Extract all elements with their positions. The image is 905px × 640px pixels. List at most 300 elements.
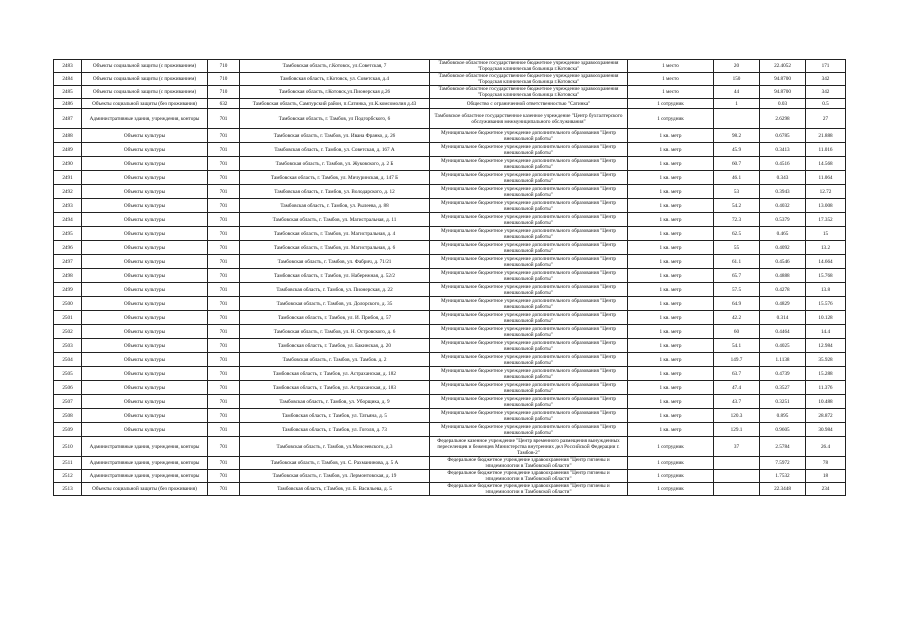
address-cell: Тамбовская область, г. Тамбов, ул. Мичуринская, д. 147 Б: [240, 171, 430, 185]
registry-table: [53, 59, 846, 496]
quantity-cell: 60: [714, 325, 760, 339]
quantity-cell: 43.7: [714, 395, 760, 409]
coefficient-cell: 0.4032: [760, 199, 806, 213]
row-number-cell: 2501: [54, 311, 82, 325]
okved-code-cell: 701: [208, 423, 240, 437]
object-type-cell: Объекты культуры: [82, 325, 208, 339]
quantity-cell: 63.7: [714, 367, 760, 381]
coefficient-cell: 0.3943: [760, 185, 806, 199]
table-row: [54, 269, 846, 283]
table-row: [54, 423, 846, 437]
row-number-cell: 2489: [54, 143, 82, 157]
okved-code-cell: 701: [208, 227, 240, 241]
table-row: [54, 86, 846, 99]
value-cell: 14.4: [806, 325, 846, 339]
object-type-cell: Объекты культуры: [82, 269, 208, 283]
unit-cell: 1 сотрудник: [628, 437, 714, 457]
address-cell: Тамбовская область, г.Котовск, ул. Советская, д.4: [240, 73, 430, 86]
quantity-cell: [714, 470, 760, 483]
unit-cell: 1 сотрудник: [628, 483, 714, 496]
row-number-cell: 2509: [54, 423, 82, 437]
object-type-cell: Объекты культуры: [82, 395, 208, 409]
table-row: [54, 241, 846, 255]
okved-code-cell: 701: [208, 241, 240, 255]
okved-code-cell: 701: [208, 353, 240, 367]
okved-code-cell: 701: [208, 395, 240, 409]
organization-cell: Муниципальное бюджетное учреждение дополнительного образования "Центр внешкольной работы": [430, 297, 628, 311]
quantity-cell: 64.9: [714, 297, 760, 311]
organization-cell: Муниципальное бюджетное учреждение дополнительного образования "Центр внешкольной работы": [430, 171, 628, 185]
address-cell: Тамбовская область, г. Тамбов, ул. Жуковского, д. 2 Б: [240, 157, 430, 171]
okved-code-cell: 701: [208, 437, 240, 457]
object-type-cell: Административные здания, учреждения, конторы: [82, 470, 208, 483]
okved-code-cell: 701: [208, 311, 240, 325]
unit-cell: 1 кв. метр: [628, 269, 714, 283]
coefficient-cell: 0.4092: [760, 241, 806, 255]
address-cell: Тамбовская область, г. Тамбов, ул. Татьяна, д. 5: [240, 409, 430, 423]
address-cell: Тамбовская область, г. Тамбов, ул. Астраханская, д. 182: [240, 367, 430, 381]
row-number-cell: 2491: [54, 171, 82, 185]
table-row: [54, 457, 846, 470]
quantity-cell: 44: [714, 86, 760, 99]
table-row: [54, 171, 846, 185]
value-cell: 10.488: [806, 395, 846, 409]
table-row: [54, 297, 846, 311]
table-row: [54, 409, 846, 423]
object-type-cell: Административные здания, учреждения, конторы: [82, 457, 208, 470]
quantity-cell: 47.4: [714, 381, 760, 395]
object-type-cell: Объекты культуры: [82, 423, 208, 437]
address-cell: Тамбовская область, г. Тамбов, ул.Моисеевского, д.3: [240, 437, 430, 457]
coefficient-cell: 94.8700: [760, 86, 806, 99]
quantity-cell: [714, 483, 760, 496]
unit-cell: 1 кв. метр: [628, 283, 714, 297]
table-row: [54, 311, 846, 325]
coefficient-cell: 0.9605: [760, 423, 806, 437]
row-number-cell: 2497: [54, 255, 82, 269]
coefficient-cell: 2.5784: [760, 437, 806, 457]
row-number-cell: 2503: [54, 339, 82, 353]
unit-cell: 1 кв. метр: [628, 227, 714, 241]
organization-cell: Федеральное бюджетное учреждение здравоохранения "Центр гигиены и эпидемиологии в Тамбовской области": [430, 483, 628, 496]
coefficient-cell: 22.4052: [760, 60, 806, 73]
organization-cell: Муниципальное бюджетное учреждение дополнительного образования "Центр внешкольной работы": [430, 381, 628, 395]
row-number-cell: 2507: [54, 395, 82, 409]
organization-cell: Муниципальное бюджетное учреждение дополнительного образования "Центр внешкольной работы": [430, 283, 628, 297]
organization-cell: Муниципальное бюджетное учреждение дополнительного образования "Центр внешкольной работы": [430, 269, 628, 283]
unit-cell: 1 кв. метр: [628, 297, 714, 311]
okved-code-cell: 701: [208, 255, 240, 269]
quantity-cell: 120.3: [714, 409, 760, 423]
unit-cell: 1 кв. метр: [628, 409, 714, 423]
object-type-cell: Объекты культуры: [82, 241, 208, 255]
table-row: [54, 129, 846, 143]
unit-cell: 1 кв. метр: [628, 353, 714, 367]
coefficient-cell: 0.03: [760, 99, 806, 109]
okved-code-cell: 701: [208, 470, 240, 483]
object-type-cell: Объекты социальной защиты (с проживанием): [82, 73, 208, 86]
coefficient-cell: 0.895: [760, 409, 806, 423]
organization-cell: Муниципальное бюджетное учреждение дополнительного образования "Центр внешкольной работы": [430, 409, 628, 423]
okved-code-cell: 701: [208, 367, 240, 381]
row-number-cell: 2496: [54, 241, 82, 255]
unit-cell: 1 кв. метр: [628, 171, 714, 185]
row-number-cell: 2511: [54, 457, 82, 470]
unit-cell: 1 кв. метр: [628, 367, 714, 381]
coefficient-cell: 22.3448: [760, 483, 806, 496]
quantity-cell: 20: [714, 60, 760, 73]
quantity-cell: 54.2: [714, 199, 760, 213]
value-cell: 12.984: [806, 339, 846, 353]
quantity-cell: 61.1: [714, 255, 760, 269]
organization-cell: Муниципальное бюджетное учреждение дополнительного образования "Центр внешкольной работы": [430, 241, 628, 255]
organization-cell: Муниципальное бюджетное учреждение дополнительного образования "Центр внешкольной работы": [430, 395, 628, 409]
organization-cell: Муниципальное бюджетное учреждение дополнительного образования "Центр внешкольной работы": [430, 353, 628, 367]
unit-cell: 1 кв. метр: [628, 185, 714, 199]
object-type-cell: Объекты культуры: [82, 283, 208, 297]
address-cell: Тамбовская область, г. Тамбов, ул. Ивана Франко, д. 26: [240, 129, 430, 143]
quantity-cell: 62.5: [714, 227, 760, 241]
row-number-cell: 2498: [54, 269, 82, 283]
value-cell: 26.4: [806, 437, 846, 457]
table-row: [54, 157, 846, 171]
value-cell: 11.016: [806, 143, 846, 157]
value-cell: 15: [806, 227, 846, 241]
organization-cell: Муниципальное бюджетное учреждение дополнительного образования "Центр внешкольной работы": [430, 255, 628, 269]
okved-code-cell: 710: [208, 60, 240, 73]
coefficient-cell: 0.4516: [760, 157, 806, 171]
table-row: [54, 483, 846, 496]
registry-table-body: [54, 60, 846, 496]
unit-cell: 1 кв. метр: [628, 129, 714, 143]
address-cell: Тамбовская область, г. Тамбов, ул. Астраханская, д. 183: [240, 381, 430, 395]
table-row: [54, 437, 846, 457]
address-cell: Тамбовская область, г. Тамбов, ул. Набережная, д. 52/2: [240, 269, 430, 283]
address-cell: Тамбовская область, г. Тамбов, ул. Володарского, д. 12: [240, 185, 430, 199]
okved-code-cell: 701: [208, 297, 240, 311]
quantity-cell: 149.7: [714, 353, 760, 367]
table-row: [54, 325, 846, 339]
okved-code-cell: 701: [208, 171, 240, 185]
organization-cell: Муниципальное бюджетное учреждение дополнительного образования "Центр внешкольной работы": [430, 423, 628, 437]
value-cell: 27: [806, 109, 846, 129]
object-type-cell: Объекты социальной защиты (без проживания): [82, 99, 208, 109]
object-type-cell: Объекты культуры: [82, 381, 208, 395]
coefficient-cell: 0.4829: [760, 297, 806, 311]
okved-code-cell: 710: [208, 73, 240, 86]
object-type-cell: Объекты культуры: [82, 311, 208, 325]
unit-cell: 1 кв. метр: [628, 339, 714, 353]
value-cell: 171: [806, 60, 846, 73]
quantity-cell: 37: [714, 437, 760, 457]
row-number-cell: 2485: [54, 86, 82, 99]
object-type-cell: Объекты культуры: [82, 367, 208, 381]
value-cell: 28.872: [806, 409, 846, 423]
value-cell: 13.008: [806, 199, 846, 213]
unit-cell: 1 место: [628, 60, 714, 73]
address-cell: Тамбовская область, г. Тамбов, ул. Советская, д. 167 А: [240, 143, 430, 157]
address-cell: Тамбовская область, г. Тамбов, ул. Гоголя, д. 73: [240, 423, 430, 437]
organization-cell: Муниципальное бюджетное учреждение дополнительного образования "Центр внешкольной работы": [430, 199, 628, 213]
row-number-cell: 2483: [54, 60, 82, 73]
table-row: [54, 185, 846, 199]
coefficient-cell: 0.4278: [760, 283, 806, 297]
okved-code-cell: 701: [208, 269, 240, 283]
row-number-cell: 2488: [54, 129, 82, 143]
row-number-cell: 2510: [54, 437, 82, 457]
value-cell: 12.72: [806, 185, 846, 199]
address-cell: Тамбовская область, г.Котовск, ул.Советская, 7: [240, 60, 430, 73]
unit-cell: 1 кв. метр: [628, 381, 714, 395]
okved-code-cell: 701: [208, 283, 240, 297]
row-number-cell: 2484: [54, 73, 82, 86]
okved-code-cell: 701: [208, 483, 240, 496]
address-cell: Тамбовская область, г. Тамбов, ул. Бакинская, д. 20: [240, 339, 430, 353]
row-number-cell: 2500: [54, 297, 82, 311]
object-type-cell: Административные здания, учреждения, конторы: [82, 109, 208, 129]
coefficient-cell: 0.3413: [760, 143, 806, 157]
address-cell: Тамбовская область, г. Тамбов, ул. Магистральная, д. 11: [240, 213, 430, 227]
value-cell: 35.928: [806, 353, 846, 367]
row-number-cell: 2494: [54, 213, 82, 227]
quantity-cell: [714, 109, 760, 129]
quantity-cell: 46.1: [714, 171, 760, 185]
object-type-cell: Объекты социальной защиты (с проживанием): [82, 86, 208, 99]
value-cell: 30.984: [806, 423, 846, 437]
organization-cell: Муниципальное бюджетное учреждение дополнительного образования "Центр внешкольной работы": [430, 367, 628, 381]
quantity-cell: 54.1: [714, 339, 760, 353]
value-cell: 342: [806, 73, 846, 86]
organization-cell: Муниципальное бюджетное учреждение дополнительного образования "Центр внешкольной работы": [430, 311, 628, 325]
table-row: [54, 283, 846, 297]
value-cell: 13.8: [806, 283, 846, 297]
okved-code-cell: 701: [208, 325, 240, 339]
value-cell: 15.768: [806, 269, 846, 283]
object-type-cell: Объекты социальной защиты (с проживанием): [82, 60, 208, 73]
table-row: [54, 109, 846, 129]
organization-cell: Федеральное бюджетное учреждение здравоохранения "Центр гигиены и эпидемиологии в Тамбовской области": [430, 470, 628, 483]
okved-code-cell: 701: [208, 339, 240, 353]
quantity-cell: 45.9: [714, 143, 760, 157]
object-type-cell: Объекты культуры: [82, 353, 208, 367]
object-type-cell: Объекты культуры: [82, 129, 208, 143]
address-cell: Тамбовская область, г. Тамбов, ул. С. Рахманинова, д. 5 А: [240, 457, 430, 470]
row-number-cell: 2513: [54, 483, 82, 496]
coefficient-cell: 1.1138: [760, 353, 806, 367]
table-row: [54, 199, 846, 213]
quantity-cell: 60.7: [714, 157, 760, 171]
quantity-cell: 57.5: [714, 283, 760, 297]
unit-cell: 1 кв. метр: [628, 423, 714, 437]
unit-cell: 1 кв. метр: [628, 143, 714, 157]
object-type-cell: Объекты культуры: [82, 409, 208, 423]
object-type-cell: Объекты культуры: [82, 185, 208, 199]
organization-cell: Тамбовское областное государственное бюджетное учреждение здравоохранения "Городская клиническая больница г.Котовска": [430, 73, 628, 86]
address-cell: Тамбовская область, г. Тамбов, ул Подгорбского, 6: [240, 109, 430, 129]
coefficient-cell: 0.5379: [760, 213, 806, 227]
organization-cell: Муниципальное бюджетное учреждение дополнительного образования "Центр внешкольной работы": [430, 325, 628, 339]
okved-code-cell: 701: [208, 109, 240, 129]
coefficient-cell: 0.465: [760, 227, 806, 241]
unit-cell: 1 кв. метр: [628, 255, 714, 269]
unit-cell: 1 кв. метр: [628, 311, 714, 325]
organization-cell: Федеральное бюджетное учреждение здравоохранения "Центр гигиены и эпидемиологии в Тамбовской области": [430, 457, 628, 470]
coefficient-cell: 94.8700: [760, 73, 806, 86]
quantity-cell: 129.1: [714, 423, 760, 437]
value-cell: 342: [806, 86, 846, 99]
value-cell: 15.288: [806, 367, 846, 381]
row-number-cell: 2504: [54, 353, 82, 367]
object-type-cell: Объекты культуры: [82, 339, 208, 353]
unit-cell: 1 кв. метр: [628, 157, 714, 171]
row-number-cell: 2493: [54, 199, 82, 213]
organization-cell: Муниципальное бюджетное учреждение дополнительного образования "Центр внешкольной работы": [430, 213, 628, 227]
object-type-cell: Объекты культуры: [82, 157, 208, 171]
unit-cell: 1 сотрудник: [628, 470, 714, 483]
coefficient-cell: 7.5972: [760, 457, 806, 470]
organization-cell: Общество с ограниченной ответственностью "Сатинка": [430, 99, 628, 109]
coefficient-cell: 0.6785: [760, 129, 806, 143]
table-row: [54, 213, 846, 227]
value-cell: 15.576: [806, 297, 846, 311]
table-row: [54, 60, 846, 73]
table-row: [54, 381, 846, 395]
address-cell: Тамбовская область, г. Тамбов, ул. Уборщика, д. 9: [240, 395, 430, 409]
quantity-cell: [714, 457, 760, 470]
unit-cell: 1 кв. метр: [628, 199, 714, 213]
table-row: [54, 227, 846, 241]
coefficient-cell: 0.343: [760, 171, 806, 185]
quantity-cell: 72.3: [714, 213, 760, 227]
organization-cell: Муниципальное бюджетное учреждение дополнительного образования "Центр внешкольной работы": [430, 157, 628, 171]
row-number-cell: 2499: [54, 283, 82, 297]
object-type-cell: Объекты культуры: [82, 213, 208, 227]
unit-cell: 1 кв. метр: [628, 325, 714, 339]
address-cell: Тамбовская область, г.Котовск,ул.Пионерская д.26: [240, 86, 430, 99]
coefficient-cell: 0.4025: [760, 339, 806, 353]
organization-cell: Тамбовское областное государственное казенное учреждение "Центр бухгалтерского обслуживания межмуниципального обслуживания": [430, 109, 628, 129]
row-number-cell: 2508: [54, 409, 82, 423]
coefficient-cell: 0.314: [760, 311, 806, 325]
row-number-cell: 2512: [54, 470, 82, 483]
address-cell: Тамбовская область, г. Тамбов, ул. Фабрич, д. 71/21: [240, 255, 430, 269]
organization-cell: Муниципальное бюджетное учреждение дополнительного образования "Центр внешкольной работы": [430, 129, 628, 143]
object-type-cell: Объекты культуры: [82, 227, 208, 241]
value-cell: 78: [806, 457, 846, 470]
coefficient-cell: 2.6298: [760, 109, 806, 129]
table-row: [54, 73, 846, 86]
coefficient-cell: 0.4888: [760, 269, 806, 283]
row-number-cell: 2502: [54, 325, 82, 339]
row-number-cell: 2495: [54, 227, 82, 241]
object-type-cell: Объекты культуры: [82, 255, 208, 269]
okved-code-cell: 701: [208, 143, 240, 157]
row-number-cell: 2487: [54, 109, 82, 129]
unit-cell: 1 кв. метр: [628, 241, 714, 255]
coefficient-cell: 1.7532: [760, 470, 806, 483]
value-cell: 10.128: [806, 311, 846, 325]
value-cell: 17.352: [806, 213, 846, 227]
okved-code-cell: 701: [208, 185, 240, 199]
value-cell: 14.664: [806, 255, 846, 269]
row-number-cell: 2505: [54, 367, 82, 381]
row-number-cell: 2492: [54, 185, 82, 199]
unit-cell: 1 место: [628, 73, 714, 86]
quantity-cell: 150: [714, 73, 760, 86]
table-row: [54, 339, 846, 353]
okved-code-cell: 701: [208, 199, 240, 213]
unit-cell: 1 кв. метр: [628, 213, 714, 227]
object-type-cell: Объекты социальной защиты (без проживания): [82, 483, 208, 496]
value-cell: 21.888: [806, 129, 846, 143]
unit-cell: 1 сотрудник: [628, 457, 714, 470]
address-cell: Тамбовская область, г. Тамбов, ул. Лермонтовская, д. 19: [240, 470, 430, 483]
unit-cell: 1 кв. метр: [628, 395, 714, 409]
quantity-cell: 55: [714, 241, 760, 255]
object-type-cell: Объекты культуры: [82, 199, 208, 213]
table-row: [54, 99, 846, 109]
organization-cell: Муниципальное бюджетное учреждение дополнительного образования "Центр внешкольной работы": [430, 339, 628, 353]
address-cell: Тамбовская область, г. Тамбов, ул. Долорского, д. 35: [240, 297, 430, 311]
value-cell: 18: [806, 470, 846, 483]
okved-code-cell: 701: [208, 157, 240, 171]
organization-cell: Муниципальное бюджетное учреждение дополнительного образования "Центр внешкольной работы": [430, 143, 628, 157]
address-cell: Тамбовская область, г. Тамбов, ул. Рылеева, д. 88: [240, 199, 430, 213]
okved-code-cell: 701: [208, 409, 240, 423]
coefficient-cell: 0.3527: [760, 381, 806, 395]
quantity-cell: 65.7: [714, 269, 760, 283]
okved-code-cell: 710: [208, 86, 240, 99]
okved-code-cell: 701: [208, 213, 240, 227]
quantity-cell: 53: [714, 185, 760, 199]
okved-code-cell: 632: [208, 99, 240, 109]
coefficient-cell: 0.3251: [760, 395, 806, 409]
value-cell: 13.2: [806, 241, 846, 255]
row-number-cell: 2486: [54, 99, 82, 109]
table-row: [54, 470, 846, 483]
organization-cell: Муниципальное бюджетное учреждение дополнительного образования "Центр внешкольной работы": [430, 185, 628, 199]
coefficient-cell: 0.4464: [760, 325, 806, 339]
organization-cell: Федеральное казенное учреждение "Центр временного размещения вынужденных переселенцев и беженцев Министерства внутренних дел Российской Федерации г. Тамбов-2": [430, 437, 628, 457]
object-type-cell: Объекты культуры: [82, 297, 208, 311]
table-row: [54, 255, 846, 269]
address-cell: Тамбовская область, г. Тамбов, ул. И. Прибоя, д. 57: [240, 311, 430, 325]
address-cell: Тамбовская область, г. Тамбов, ул. Магистральная, д. 4: [240, 227, 430, 241]
quantity-cell: 42.2: [714, 311, 760, 325]
table-row: [54, 143, 846, 157]
unit-cell: 1 место: [628, 86, 714, 99]
object-type-cell: Объекты культуры: [82, 171, 208, 185]
row-number-cell: 2490: [54, 157, 82, 171]
coefficient-cell: 0.4546: [760, 255, 806, 269]
table-row: [54, 353, 846, 367]
address-cell: Тамбовская область, г.Тамбов, ул. Б. Васильева, д. 5: [240, 483, 430, 496]
value-cell: 0.5: [806, 99, 846, 109]
value-cell: 14.568: [806, 157, 846, 171]
organization-cell: Тамбовское областное государственное бюджетное учреждение здравоохранения "Городская клиническая больница г.Котовска": [430, 60, 628, 73]
address-cell: Тамбовская область, Сампурский район, п.Сатинка, ул.К.комсомолия д.43: [240, 99, 430, 109]
value-cell: 11.376: [806, 381, 846, 395]
organization-cell: Тамбовское областное государственное бюджетное учреждение здравоохранения "Городская клиническая больница г.Котовска": [430, 86, 628, 99]
okved-code-cell: 701: [208, 381, 240, 395]
organization-cell: Муниципальное бюджетное учреждение дополнительного образования "Центр внешкольной работы": [430, 227, 628, 241]
value-cell: 234: [806, 483, 846, 496]
quantity-cell: 1: [714, 99, 760, 109]
okved-code-cell: 701: [208, 129, 240, 143]
value-cell: 11.064: [806, 171, 846, 185]
unit-cell: 1 сотрудник: [628, 109, 714, 129]
address-cell: Тамбовская область, г. Тамбов, ул. Тамбов. д. 2: [240, 353, 430, 367]
